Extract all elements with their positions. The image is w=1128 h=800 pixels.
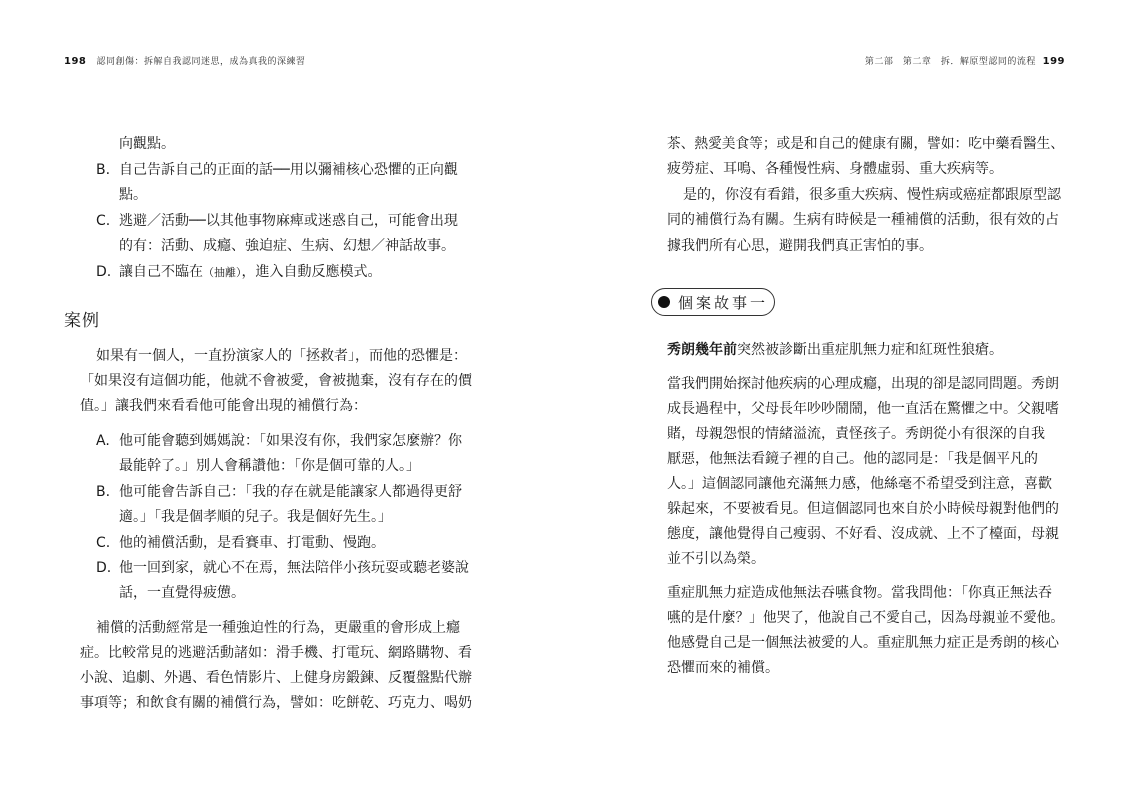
left-page-number: 198 — [64, 56, 87, 67]
story-lead-bold: 秀朗幾年前 — [667, 342, 737, 358]
list-d-letter: D. — [96, 264, 112, 280]
list-b-line1: 自己告訴自己的正面的話──用以彌補核心恐懼的正向觀 — [119, 162, 458, 178]
case-b-letter: B. — [96, 484, 111, 500]
list-a-continuation: 向觀點。 — [119, 136, 175, 152]
closing-line-4: 事項等；和飲食有關的補償行為，譬如：吃餅乾、巧克力、喝奶 — [80, 695, 472, 711]
case-b-line1: 他可能會告訴自己：「我的存在就是能讓家人都過得更舒 — [119, 484, 462, 500]
case-d-line2: 話，一直覺得疲憊。 — [119, 585, 245, 601]
right-running-title: 第二部 第二章 拆．解原型認同的流程 — [864, 57, 1036, 67]
list-d-line1 — [119, 262, 382, 283]
story-lead — [667, 340, 1003, 360]
case-c-letter: C. — [96, 535, 111, 551]
story-para1-line-7: 態度，讓他覺得自己瘦弱、不好看、沒成就、上不了檯面，母親 — [667, 526, 1059, 542]
story-para2-line-1: 重症肌無力症造成他無法吞嚥食物。當我問他：「你真正無法吞 — [667, 585, 1052, 601]
right-running-head — [865, 54, 1065, 67]
top-para-line-4: 同的補償行為有關。生病有時候是一種補償的活動，很有效的占 — [667, 212, 1059, 228]
case-b-line2: 適。」「我是個孝順的兒子。我是個好先生。」 — [119, 509, 392, 525]
story-para1-line-3: 賭，母親怨恨的情緒溢流，責怪孩子。秀朗從小有很深的自我 — [667, 426, 1045, 442]
top-para-line-1: 茶、熱愛美食等；或是和自己的健康有關，譬如：吃中藥看醫生、 — [667, 136, 1065, 152]
list-c-line1: 逃避／活動──以其他事物麻痺或迷惑自己，可能會出現 — [119, 213, 458, 229]
story-para1-line-6: 躲起來，不要被看見。但這個認同也來自於小時候母親對他們的 — [667, 501, 1059, 517]
intro-line-1: 如果有一個人，一直扮演家人的「拯救者」，而他的恐懼是： — [96, 348, 467, 364]
story-para1-line-4: 厭惡，他無法看鏡子裡的自己。他的認同是：「我是個平凡的 — [667, 451, 1038, 467]
case-a-line1: 他可能會聽到媽媽說：「如果沒有你，我們家怎麼辦？你 — [119, 433, 462, 449]
top-para-line-5: 據我們所有心思，避開我們真正害怕的事。 — [667, 238, 933, 254]
right-page-number: 199 — [1042, 56, 1065, 67]
story-para1-line-2: 成長過程中，父母長年吵吵鬧鬧，他一直活在驚懼之中。父親嗜 — [667, 401, 1059, 417]
story-para1-line-1: 當我們開始探討他疾病的心理成癮，出現的卻是認同問題。秀朗 — [667, 376, 1059, 392]
case-story-box — [651, 288, 775, 316]
case-story-label: 個案故事一 — [678, 293, 769, 312]
case-d-line1: 他一回到家，就心不在焉，無法陪伴小孩玩耍或聽老婆說 — [119, 560, 469, 576]
case-c-line1: 他的補償活動，是看賽車、打電動、慢跑。 — [119, 535, 385, 551]
case-a-line2: 最能幹了。」別人會稱讚他：「你是個可靠的人。」 — [119, 458, 420, 474]
left-running-title: 認同創傷：拆解自我認同迷思，成為真我的深練習 — [96, 57, 306, 67]
left-running-head — [64, 54, 305, 67]
story-para2-line-4: 恐懼而來的補償。 — [667, 660, 779, 676]
top-para-line-2: 疲勞症、耳鳴、各種慢性病、身體虛弱、重大疾病等。 — [667, 161, 1003, 177]
list-d-text-a: 讓自己不臨在 — [119, 264, 203, 280]
list-c-letter: C. — [96, 213, 111, 229]
closing-line-3: 小說、追劇、外遇、看色情影片、上健身房鍛鍊、反覆盤點代辦 — [80, 670, 472, 686]
case-a-letter: A. — [96, 433, 110, 449]
intro-line-3: 值。」讓我們來看看他可能會出現的補償行為： — [80, 398, 367, 414]
intro-line-2: 「如果沒有這個功能，他就不會被愛，會被拋棄，沒有存在的價 — [80, 373, 472, 389]
list-b-letter: B. — [96, 162, 111, 178]
case-d-letter: D. — [96, 560, 112, 576]
closing-line-2: 症。比較常見的逃避活動諸如：滑手機、打電玩、網路購物、看 — [80, 645, 472, 661]
top-para-line-3: 是的，你沒有看錯，很多重大疾病、慢性病或癌症都跟原型認 — [683, 187, 1061, 203]
story-para1-line-5: 人。」這個認同讓他充滿無力感，他絲毫不希望受到注意，喜歡 — [667, 476, 1052, 492]
story-para2-line-2: 嚥的是什麼？」他哭了，他說自己不愛自己，因為母親並不愛他。 — [667, 610, 1065, 626]
bullet-dot-icon — [658, 296, 670, 308]
case-heading: 案例 — [64, 311, 100, 331]
story-para2-line-3: 他感覺自己是一個無法被愛的人。重症肌無力症正是秀朗的核心 — [667, 635, 1059, 651]
list-d-text-b: ，進入自動反應模式。 — [241, 264, 382, 280]
closing-line-1: 補償的活動經常是一種強迫性的行為，更嚴重的會形成上癮 — [96, 620, 460, 636]
list-b-line2: 點。 — [119, 187, 147, 203]
list-c-line2: 的有：活動、成癮、強迫症、生病、幻想／神話故事。 — [119, 238, 455, 254]
story-para1-line-8: 並不引以為榮。 — [667, 551, 765, 567]
list-d-paren: （抽離） — [203, 266, 242, 279]
story-lead-rest: 突然被診斷出重症肌無力症和紅斑性狼瘡。 — [737, 342, 1003, 358]
